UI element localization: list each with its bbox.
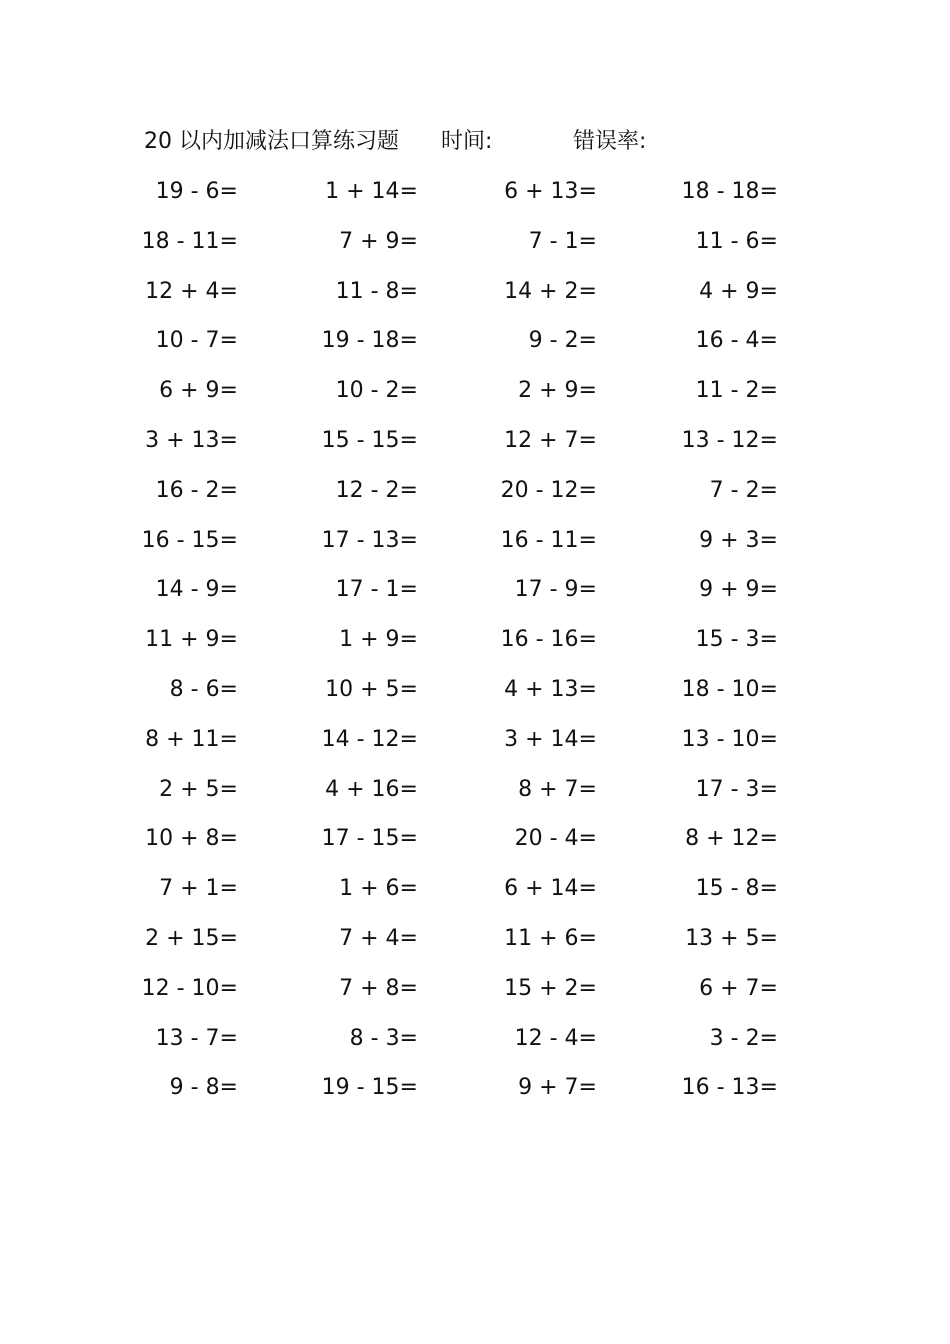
problem-row — [0, 373, 950, 423]
problem: 10 + 8= — [145, 826, 238, 852]
problem: 20 - 12= — [500, 477, 597, 503]
problem: 13 - 10= — [681, 726, 778, 752]
problem: 11 + 6= — [504, 925, 597, 951]
problem: 3 - 2= — [709, 1025, 778, 1051]
time-label: 时间: — [441, 129, 493, 154]
problem: 15 - 8= — [695, 876, 778, 902]
problem: 18 - 11= — [141, 228, 238, 254]
problem: 6 + 14= — [504, 876, 597, 902]
problem: 8 - 6= — [169, 676, 238, 702]
problem-row — [0, 473, 950, 523]
problem-row — [0, 323, 950, 373]
problem: 10 - 2= — [335, 378, 418, 404]
problem: 16 - 16= — [500, 627, 597, 653]
error-rate-label: 错误率: — [573, 129, 647, 154]
problem-row — [0, 224, 950, 274]
problem: 4 + 13= — [504, 676, 597, 702]
problem: 17 - 1= — [335, 577, 418, 603]
problem-row — [0, 971, 950, 1021]
problem: 16 - 13= — [681, 1075, 778, 1101]
problem: 7 - 2= — [709, 477, 778, 503]
problem: 13 - 7= — [155, 1025, 238, 1051]
problem: 2 + 5= — [159, 776, 238, 802]
problem: 16 - 15= — [141, 527, 238, 553]
problem: 19 - 6= — [155, 179, 238, 204]
problem: 9 + 9= — [699, 577, 778, 603]
problem: 10 - 7= — [155, 328, 238, 354]
problem: 3 + 14= — [504, 726, 597, 752]
problem: 6 + 9= — [159, 378, 238, 404]
problem: 12 - 2= — [335, 477, 418, 503]
problem-row — [0, 921, 950, 971]
problem: 17 - 3= — [695, 776, 778, 802]
problem: 11 - 8= — [335, 278, 418, 304]
problem: 6 + 13= — [504, 179, 597, 204]
problem-row — [0, 821, 950, 871]
worksheet-header — [0, 124, 950, 160]
problem: 18 - 18= — [681, 179, 778, 204]
problem: 7 + 4= — [339, 925, 418, 951]
problem: 11 - 2= — [695, 378, 778, 404]
problem: 11 - 6= — [695, 228, 778, 254]
problem: 6 + 7= — [699, 975, 778, 1001]
problem-grid — [0, 174, 950, 1120]
problem-row — [0, 174, 950, 224]
problem: 9 + 7= — [518, 1075, 597, 1101]
problem-row — [0, 523, 950, 573]
problem: 15 + 2= — [504, 975, 597, 1001]
problem: 14 + 2= — [504, 278, 597, 304]
problem-row — [0, 274, 950, 324]
problem: 7 + 8= — [339, 975, 418, 1001]
problem-row — [0, 1070, 950, 1120]
problem: 18 - 10= — [681, 676, 778, 702]
problem: 13 + 5= — [685, 925, 778, 951]
problem: 19 - 18= — [321, 328, 418, 354]
problem: 4 + 9= — [699, 278, 778, 304]
problem-row — [0, 722, 950, 772]
problem-row — [0, 572, 950, 622]
problem: 1 + 14= — [325, 179, 418, 204]
problem: 2 + 15= — [145, 925, 238, 951]
problem: 9 - 8= — [169, 1075, 238, 1101]
problem: 10 + 5= — [325, 676, 418, 702]
problem: 4 + 16= — [325, 776, 418, 802]
problem: 19 - 15= — [321, 1075, 418, 1101]
problem-row — [0, 622, 950, 672]
problem: 15 - 3= — [695, 627, 778, 653]
problem: 8 + 12= — [685, 826, 778, 852]
problem: 12 - 10= — [141, 975, 238, 1001]
problem: 12 - 4= — [514, 1025, 597, 1051]
problem: 7 - 1= — [528, 228, 597, 254]
problem: 12 + 7= — [504, 427, 597, 453]
problem: 1 + 6= — [339, 876, 418, 902]
problem: 16 - 11= — [500, 527, 597, 553]
problem: 17 - 9= — [514, 577, 597, 603]
problem: 7 + 9= — [339, 228, 418, 254]
problem: 1 + 9= — [339, 627, 418, 653]
problem: 15 - 15= — [321, 427, 418, 453]
problem: 20 - 4= — [514, 826, 597, 852]
problem: 8 + 11= — [145, 726, 238, 752]
problem: 8 - 3= — [349, 1025, 418, 1051]
problem: 12 + 4= — [145, 278, 238, 304]
problem: 17 - 15= — [321, 826, 418, 852]
problem: 9 - 2= — [528, 328, 597, 354]
problem-row — [0, 423, 950, 473]
problem: 9 + 3= — [699, 527, 778, 553]
problem: 11 + 9= — [145, 627, 238, 653]
problem: 14 - 12= — [321, 726, 418, 752]
problem: 17 - 13= — [321, 527, 418, 553]
problem: 16 - 2= — [155, 477, 238, 503]
worksheet-title: 20 以内加减法口算练习题 — [144, 129, 399, 154]
problem: 8 + 7= — [518, 776, 597, 802]
problem-row — [0, 672, 950, 722]
problem: 3 + 13= — [145, 427, 238, 453]
problem-row — [0, 871, 950, 921]
problem: 14 - 9= — [155, 577, 238, 603]
problem: 2 + 9= — [518, 378, 597, 404]
problem: 13 - 12= — [681, 427, 778, 453]
problem: 16 - 4= — [695, 328, 778, 354]
problem: 7 + 1= — [159, 876, 238, 902]
problem-row — [0, 1021, 950, 1071]
problem-row — [0, 772, 950, 822]
